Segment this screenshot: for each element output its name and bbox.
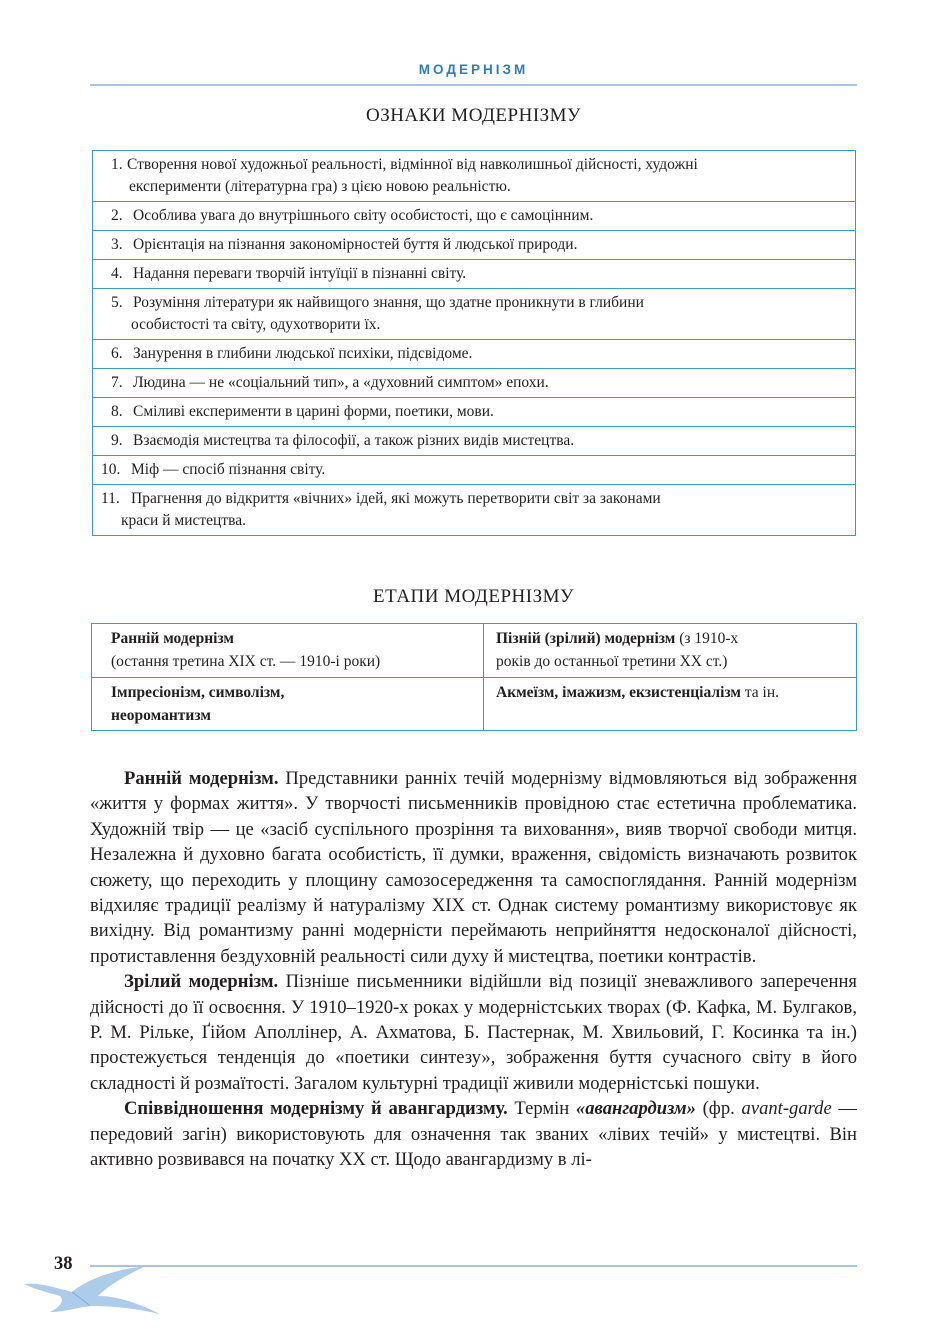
paragraph-lead: Співвідношення модернізму й авангардизму. [124, 1098, 508, 1120]
feature-row [93, 151, 856, 202]
feature-text: Людина — не «соціальний тип», а «духовний симптом» епохи. [133, 374, 549, 391]
late-stage-period-cont: років до останньої третини ХХ ст.) [496, 653, 728, 670]
body-text [90, 766, 857, 1173]
features-title: ОЗНАКИ МОДЕРНІЗМУ [365, 105, 582, 126]
feature-text: Розуміння літератури як найвищого знання, що здатне проникнути в глибини [133, 294, 644, 311]
late-stage-period: (з 1910-х [675, 630, 739, 647]
early-stage-period: (остання третина ХІХ ст. — 1910-і роки) [111, 653, 381, 670]
feature-number: 3. [111, 236, 123, 253]
late-currents-suffix: та ін. [740, 684, 780, 701]
feature-text: Занурення в глибини людської психіки, підсвідоме. [133, 345, 473, 362]
feature-number: 11. [101, 490, 120, 507]
feature-number: 9. [111, 432, 123, 449]
feature-text: Сміливі експерименти в царині форми, поетики, мови. [133, 403, 494, 420]
term-avant-garde: «авангардизм» [575, 1098, 696, 1120]
feature-text-cont: краси й мистецтва. [121, 512, 246, 529]
paragraph-lead: Зрілий модернізм. [124, 971, 279, 993]
paragraph-text: Термін [507, 1098, 576, 1120]
stages-table [91, 623, 857, 731]
paragraph-lead: Ранній модернізм. [124, 768, 279, 789]
feature-row [93, 456, 856, 485]
bird-icon [20, 1262, 170, 1322]
feature-number: 4. [111, 265, 123, 282]
early-stage-cell [92, 624, 484, 678]
feature-number: 8. [111, 403, 123, 420]
feature-row [93, 260, 856, 289]
feature-cell [93, 369, 856, 398]
feature-row [93, 340, 856, 369]
late-stage-name: Пізній (зрілий) модернізм [496, 630, 676, 647]
feature-cell [93, 427, 856, 456]
feature-row [93, 202, 856, 231]
paragraph-text: Пізніше письменники відійшли від позиції зневажливого заперечення дійсності до її освоєння. У 1910–1920-х роках у модерністських творах (Ф. Кафка, М. Булгаков, Р. М. Рільке, Ґійом Аполлінер, А. Ахматова, Б. Пастернак, М. Хвильовий, Г. Косинка та ін.) простежується тенденція до «поетики синтезу», зображення буття сучасного світу в його складності й розмаїтості. Загалом культурні традиції живили модерністські пошуки. [90, 971, 857, 1094]
page-number: 38 [54, 1254, 73, 1274]
feature-number: 10. [101, 461, 121, 478]
footer-rule [90, 1265, 857, 1267]
feature-text: Міф — спосіб пізнання світу. [131, 461, 326, 478]
feature-row [93, 231, 856, 260]
feature-row [93, 485, 856, 536]
feature-text: Взаємодія мистецтва та філософії, а також різних видів мистецтва. [133, 432, 575, 449]
early-currents-cont: неоромантизм [111, 707, 211, 724]
late-currents: Акмеїзм, імажизм, екзистенціалізм [496, 684, 741, 701]
paragraph-text: Представники ранніх течій модернізму відмовляються від зображення «життя у формах життя». У творчості письменників провідною стає естетична проблематика. Художній твір — це «засіб суспільного прозріння та виховання», вияв творчої свободи митця. Незалежна й духовно багата особистість, її думки, враження, свідомість визначають розвиток сюжету, що переходить у площину самозосередження та самоспоглядання. Ранній модернізм відхиляє традиції реалізму й натуралізму ХІХ ст. Однак систему романтизму використовує як вихідну. Від романтизму ранні модерністи переймають неприйняття недосконалої дійсності, протиставлення бездуховній реальності сили духу й мистецтва, поетики контрастів. [90, 768, 857, 967]
header-rule [90, 84, 857, 86]
stages-title: ЕТАПИ МОДЕРНІЗМУ [373, 586, 574, 607]
feature-row [93, 289, 856, 340]
feature-text-cont: особистості та світу, одухотворити їх. [131, 316, 381, 333]
feature-text: Прагнення до відкриття «вічних» ідей, які можуть перетворити світ за законами [131, 490, 661, 507]
feature-text: Створення нової художньої реальності, відмінної від навколишньої дійсності, художні [127, 156, 698, 173]
feature-cell [93, 485, 856, 536]
running-head: МОДЕРНІЗМ [418, 62, 529, 77]
feature-text-cont: експерименти (літературна гра) з цією новою реальністю. [129, 178, 511, 195]
feature-cell [93, 151, 856, 202]
feature-row [93, 427, 856, 456]
feature-text: Особлива увага до внутрішнього світу особистості, що є самоцінним. [133, 207, 594, 224]
foreign-term: avant-garde [741, 1098, 832, 1120]
features-table [92, 150, 856, 536]
early-currents: Імпресіонізм, символізм, [111, 684, 285, 701]
paragraph-text: (фр. [695, 1098, 742, 1120]
feature-cell [93, 398, 856, 427]
feature-cell [93, 456, 856, 485]
paragraph-early-modernism [90, 766, 857, 969]
feature-number: 1. [111, 156, 123, 173]
early-stage-name: Ранній модернізм [111, 630, 234, 647]
feature-number: 2. [111, 207, 123, 224]
feature-row [93, 398, 856, 427]
late-stage-cell [484, 624, 857, 678]
paragraph-avant-garde [90, 1096, 857, 1172]
feature-cell [93, 202, 856, 231]
feature-cell [93, 260, 856, 289]
feature-text: Надання переваги творчій інтуїції в пізнанні світу. [133, 265, 467, 282]
feature-cell [93, 340, 856, 369]
feature-text: Орієнтація на пізнання закономірностей буття й людської природи. [133, 236, 578, 253]
feature-number: 5. [111, 294, 123, 311]
feature-number: 6. [111, 345, 123, 362]
paragraph-text: — передовий загін) використовують для означення так званих «лівих течій» у мистецтві. Він активно розвивався на початку ХХ ст. Щодо авангардизму в лі- [90, 1098, 858, 1171]
feature-cell [93, 289, 856, 340]
feature-row [93, 369, 856, 398]
feature-cell [93, 231, 856, 260]
early-currents-cell [92, 678, 484, 731]
paragraph-mature-modernism [90, 969, 857, 1096]
feature-number: 7. [111, 374, 123, 391]
late-currents-cell [484, 678, 857, 731]
